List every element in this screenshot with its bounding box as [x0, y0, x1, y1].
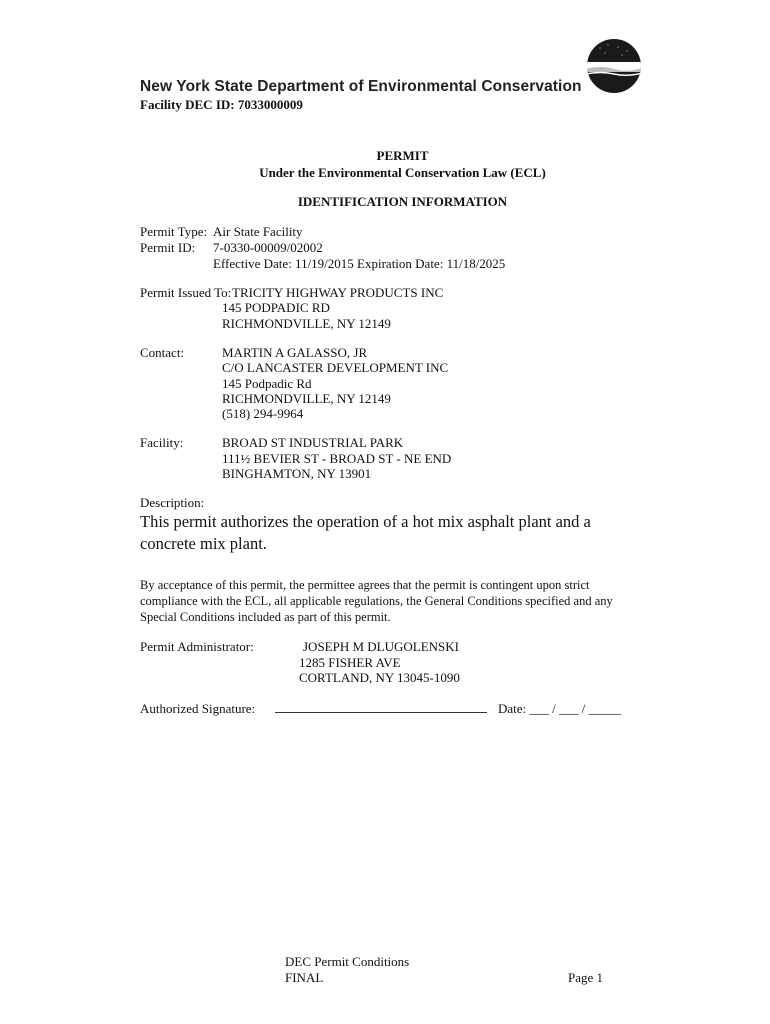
permit-law: Under the Environmental Conservation Law (ECL)	[259, 165, 546, 180]
permit-id-value: 7-0330-00009/02002	[213, 240, 323, 255]
permit-type-value: Air State Facility	[213, 224, 303, 239]
description-label: Description:	[140, 495, 205, 510]
description-text: This permit authorizes the operation of a hot mix asphalt plant and a concrete mix plant.	[140, 512, 591, 553]
facility-line: BINGHAMTON, NY 13901	[222, 466, 372, 481]
issued-to-label: Permit Issued To:	[140, 285, 232, 300]
page-number: Page 1	[568, 970, 604, 985]
administrator-label: Permit Administrator:	[140, 639, 254, 654]
contact-line: MARTIN A GALASSO, JR	[222, 345, 368, 360]
permit-id-label: Permit ID:	[140, 240, 196, 255]
signature-line[interactable]	[275, 712, 487, 713]
issued-to-line: RICHMONDVILLE, NY 12149	[222, 316, 391, 331]
facility-line: 111½ BEVIER ST - BROAD ST - NE END	[222, 451, 452, 466]
footer-conditions: DEC Permit Conditions	[285, 954, 410, 969]
administrator-line: 1285 FISHER AVE	[299, 655, 401, 670]
contact-line: RICHMONDVILLE, NY 12149	[222, 391, 391, 406]
contact-line: 145 Podpadic Rd	[222, 376, 312, 391]
signature-label: Authorized Signature:	[140, 701, 256, 716]
facility-dec-id: Facility DEC ID: 7033000009	[140, 97, 303, 112]
administrator-line: CORTLAND, NY 13045-1090	[299, 670, 460, 685]
facility-label: Facility:	[140, 435, 184, 450]
issued-to-line: 145 PODPADIC RD	[222, 300, 330, 315]
signature-date: Date: ___ / ___ / _____	[498, 701, 622, 716]
permit-title: PERMIT	[376, 148, 429, 163]
permit-type-label: Permit Type:	[140, 224, 208, 239]
footer-status: FINAL	[285, 970, 324, 985]
administrator-line: JOSEPH M DLUGOLENSKI	[303, 639, 460, 654]
nysdec-logo-icon	[586, 38, 642, 94]
facility-line: BROAD ST INDUSTRIAL PARK	[222, 435, 404, 450]
issued-to-line: TRICITY HIGHWAY PRODUCTS INC	[232, 285, 444, 300]
section-title: IDENTIFICATION INFORMATION	[297, 194, 508, 209]
agency-name: New York State Department of Environmental Conservation	[140, 78, 582, 95]
contact-label: Contact:	[140, 345, 185, 360]
permit-dates: Effective Date: 11/19/2015 Expiration Date: 11/18/2025	[213, 256, 506, 271]
contact-line: (518) 294-9964	[222, 406, 304, 421]
contact-line: C/O LANCASTER DEVELOPMENT INC	[222, 360, 449, 375]
acceptance-paragraph: By acceptance of this permit, the permittee agrees that the permit is contingent upon strict compliance with the ECL, all applicable regulations, the General Conditions specified and any Special Conditions included as part of this permit.	[140, 578, 613, 624]
